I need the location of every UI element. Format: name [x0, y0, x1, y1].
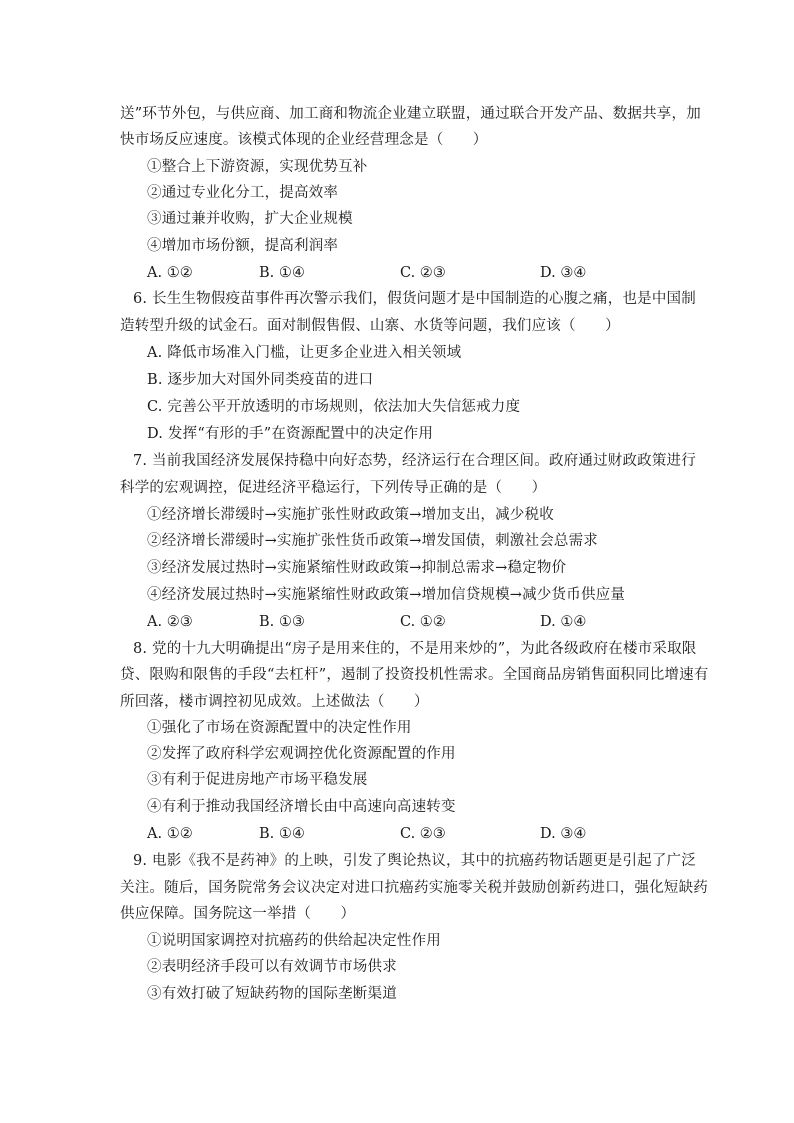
- q5-option-b: B. ①④: [259, 265, 305, 281]
- q5-statement-1: ①整合上下游资源，实现优势互补: [147, 159, 368, 175]
- q9-statement-2: ②表明经济手段可以有效调节市场供求: [147, 959, 397, 975]
- q7-option-b: B. ①③: [259, 614, 305, 630]
- q6-option-b: B. 逐步加大对国外同类疫苗的进口: [147, 372, 374, 388]
- q6-option-a: A. 降低市场准入门槛，让更多企业进入相关领域: [147, 345, 462, 361]
- q7-stem-line-2: 科学的宏观调控，促进经济平稳运行，下列传导正确的是（ ）: [120, 480, 547, 496]
- q9-statement-1: ①说明国家调控对抗癌药的供给起决定性作用: [147, 933, 441, 949]
- q7-statement-4: ④经济发展过热时→实施紧缩性财政政策→增加信贷规模→减少货币供应量: [147, 587, 626, 603]
- q8-stem-line-2: 贷、限购和限售的手段“去杠杆”，遏制了投资投机性需求。全国商品房销售面积同比增速有: [120, 667, 709, 683]
- q6-option-d: D. 发挥“有形的手”在资源配置中的决定作用: [147, 426, 434, 442]
- q7-option-a: A. ②③: [147, 614, 193, 630]
- q7-statement-2: ②经济增长滞缓时→实施扩张性货币政策→增发国债，刺激社会总需求: [147, 533, 598, 549]
- q5-option-d: D. ③④: [540, 265, 587, 281]
- q7-option-c: C. ①②: [400, 614, 446, 630]
- q6-stem-line-1: 6. 长生生物假疫苗事件再次警示我们，假货问题才是中国制造的心腹之痛，也是中国制: [133, 291, 696, 307]
- q9-stem-line-3: 供应保障。国务院这一举措（ ）: [120, 906, 356, 922]
- q7-statement-3: ③经济发展过热时→实施紧缩性财政政策→抑制总需求→稳定物价: [147, 560, 567, 576]
- q6-stem-line-2: 造转型升级的试金石。面对制假售假、山寨、水货等问题，我们应该（ ）: [120, 318, 620, 334]
- q8-statement-4: ④有利于推动我国经济增长由中高速向高速转变: [147, 799, 456, 815]
- q8-statement-1: ①强化了市场在资源配置中的决定性作用: [147, 720, 412, 736]
- q5-stem-line-1: 送”环节外包，与供应商、加工商和物流企业建立联盟，通过联合开发产品、数据共享，加: [120, 106, 701, 122]
- q8-stem-line-3: 所回落，楼市调控初见成效。上述做法（ ）: [120, 694, 429, 710]
- q5-statement-3: ③通过兼并收购，扩大企业规模: [147, 211, 353, 227]
- q8-option-b: B. ①④: [259, 826, 305, 842]
- q9-statement-3: ③有效打破了短缺药物的国际垄断渠道: [147, 986, 397, 1002]
- q5-option-c: C. ②③: [400, 265, 446, 281]
- q8-option-d: D. ③④: [540, 826, 587, 842]
- q8-statement-2: ②发挥了政府科学宏观调控优化资源配置的作用: [147, 746, 456, 762]
- q5-statement-2: ②通过专业化分工，提高效率: [147, 185, 339, 201]
- q6-option-c: C. 完善公平开放透明的市场规则，依法加大失信惩戒力度: [147, 399, 521, 415]
- q7-statement-1: ①经济增长滞缓时→实施扩张性财政政策→增加支出，减少税收: [147, 507, 554, 523]
- q8-stem-line-1: 8. 党的十九大明确提出“房子是用来住的，不是用来炒的”，为此各级政府在楼市采取限: [133, 641, 697, 657]
- q8-option-c: C. ②③: [400, 826, 446, 842]
- q7-stem-line-1: 7. 当前我国经济发展保持稳中向好态势，经济运行在合理区间。政府通过财政政策进行: [133, 453, 696, 469]
- q5-statement-4: ④增加市场份额，提高利润率: [147, 238, 339, 254]
- q9-stem-line-2: 关注。随后，国务院常务会议决定对进口抗癌药实施零关税并鼓励创新药进口，强化短缺药: [120, 880, 708, 896]
- q9-stem-line-1: 9. 电影《我不是药神》的上映，引发了舆论热议，其中的抗癌药物话题更是引起了广泛: [133, 853, 696, 869]
- q8-statement-3: ③有利于促进房地产市场平稳发展: [147, 772, 368, 788]
- q5-option-a: A. ①②: [147, 265, 193, 281]
- q5-stem-line-2: 快市场反应速度。该模式体现的企业经营理念是（ ）: [120, 132, 488, 148]
- q7-option-d: D. ①④: [540, 614, 587, 630]
- q8-option-a: A. ①②: [147, 826, 193, 842]
